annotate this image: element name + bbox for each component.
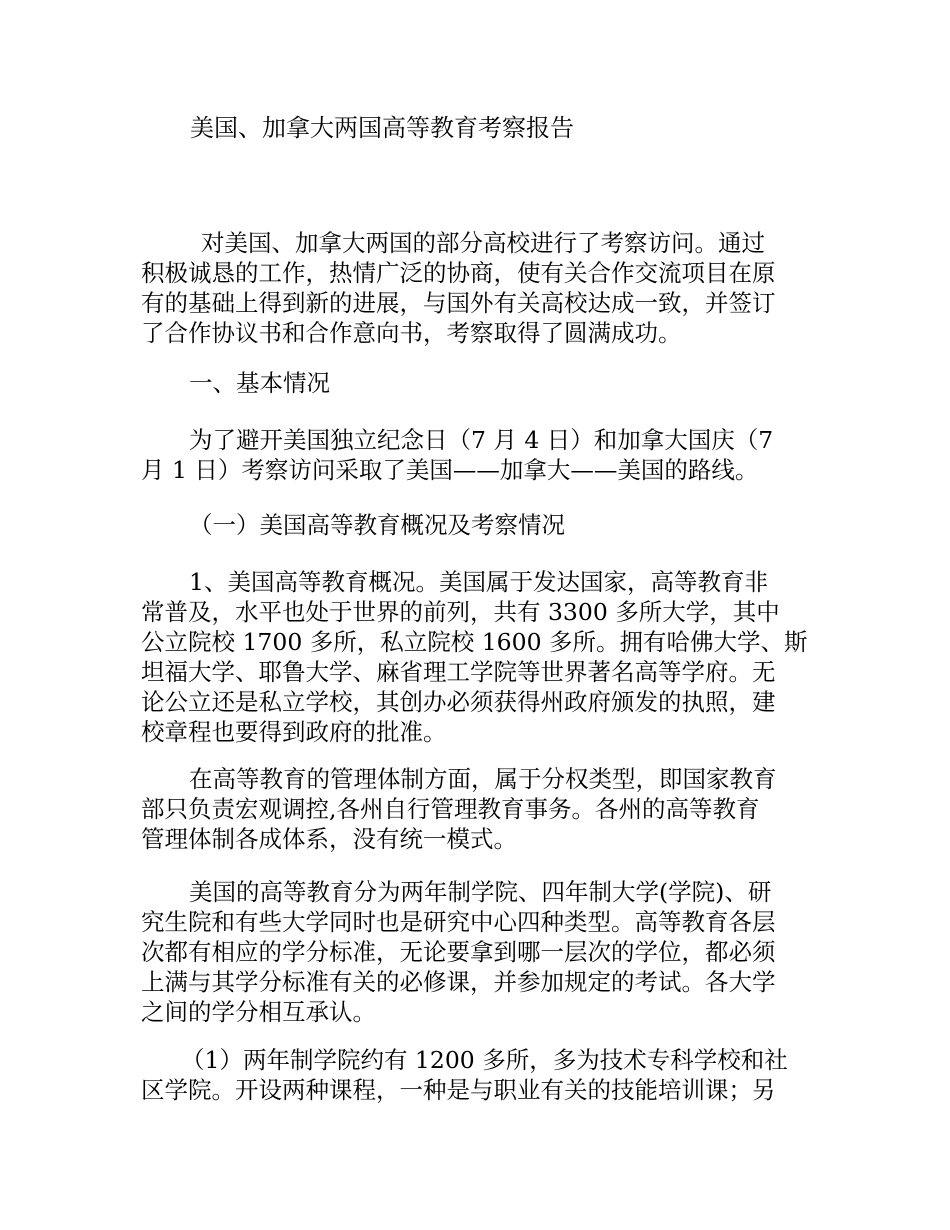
text-line: 区学院。开设两种课程，一种是与职业有关的技能培训课；另 — [141, 1076, 776, 1104]
text-line: 坦福大学、耶鲁大学、麻省理工学院等世界著名高等学府。无 — [141, 658, 776, 686]
heading-line: （一）美国高等教育概况及考察情况 — [189, 511, 565, 539]
text-line: 了合作协议书和合作意向书，考察取得了圆满成功。 — [141, 319, 682, 347]
paragraph-two-year — [141, 1045, 809, 1105]
text-line: 积极诚恳的工作，热情广泛的协商，使有关合作交流项目在原 — [141, 259, 776, 287]
text-line: 为了避开美国独立纪念日（7 月 4 日）和加拿大国庆（7 — [189, 426, 774, 454]
text-line: 对美国、加拿大两国的部分高校进行了考察访问。通过 — [201, 229, 765, 257]
text-line: 在高等教育的管理体制方面，属于分权类型，即国家教育 — [189, 765, 777, 793]
text-line: 公立院校 1700 多所，私立院校 1600 多所。拥有哈佛大学、斯 — [141, 628, 808, 656]
text-line: 常普及，水平也处于世界的前列，共有 3300 多所大学，其中 — [141, 598, 780, 626]
paragraph-types — [141, 877, 809, 1027]
paragraph-management — [141, 764, 809, 854]
paragraph-route — [141, 425, 809, 485]
text-line: 管理体制各成体系，没有统一模式。 — [141, 825, 517, 853]
document-title: 美国、加拿大两国高等教育考察报告 — [190, 114, 574, 142]
text-line: 论公立还是私立学校，其创办必须获得州政府颁发的执照，建 — [141, 688, 776, 716]
section-heading-basic — [141, 368, 809, 398]
text-line: 究生院和有些大学同时也是研究中心四种类型。高等教育各层 — [141, 908, 776, 936]
text-line: 部只负责宏观调控,各州自行管理教育事务。各州的高等教育 — [141, 795, 760, 823]
text-line: 月 1 日）考察访问采取了美国——加拿大——美国的路线。 — [141, 456, 759, 484]
text-line: 校章程也要得到政府的批准。 — [141, 718, 447, 746]
text-line: 有的基础上得到新的进展，与国外有关高校达成一致，并签订 — [141, 289, 776, 317]
paragraph-us-overview — [141, 567, 809, 747]
text-line: （1）两年制学院约有 1200 多所，多为技术专科学校和社 — [181, 1046, 788, 1074]
subsection-heading-us — [141, 510, 809, 540]
paragraph-intro — [141, 228, 809, 348]
text-line: 美国的高等教育分为两年制学院、四年制大学(学院)、研 — [189, 878, 772, 906]
text-line: 1、美国高等教育概况。美国属于发达国家，高等教育非 — [189, 568, 768, 596]
text-line: 上满与其学分标准有关的必修课，并参加规定的考试。各大学 — [141, 968, 776, 996]
heading-line: 一、基本情况 — [189, 369, 330, 397]
text-line: 之间的学分相互承认。 — [141, 998, 376, 1026]
text-line: 次都有相应的学分标准，无论要拿到哪一层次的学位，都必须 — [141, 938, 776, 966]
